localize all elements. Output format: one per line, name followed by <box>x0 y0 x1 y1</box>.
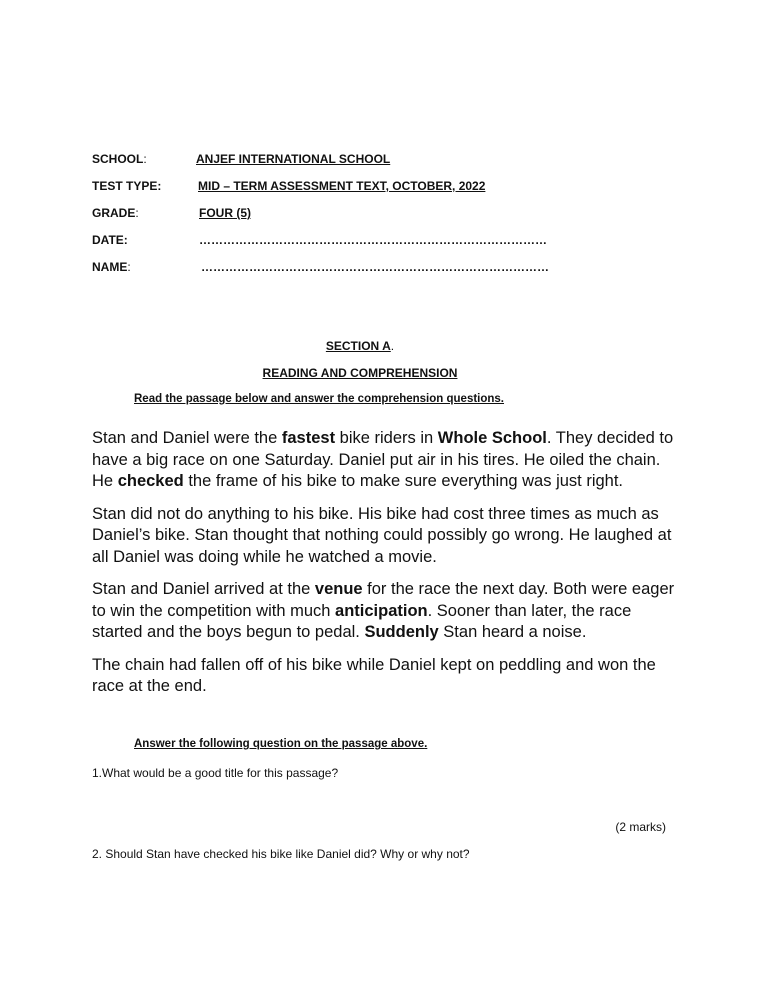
p3-text-a: Stan and Daniel arrived at the <box>92 580 315 598</box>
reading-instruction: Read the passage below and answer the comprehension questions. <box>134 393 505 405</box>
paragraph-1 <box>92 428 682 493</box>
p3-text-e: . Sooner than later, the race started and the boys begun to pedal. <box>92 601 632 641</box>
p1-text-e: . They decided to have a big race on one Saturday. Daniel put air in his tires. He oiled the chain. He <box>92 429 674 490</box>
grade-value: FOUR (5) <box>199 206 251 220</box>
p1-text-g: the frame of his bike to make sure everything was just right. <box>183 472 624 490</box>
p1-bold-fastest: fastest <box>281 429 336 447</box>
date-blank[interactable]: …………………………………………………………………………… <box>199 233 547 247</box>
name-label: NAME <box>92 260 128 274</box>
p1-text-a: Stan and Daniel were the <box>92 429 282 447</box>
date-label: DATE: <box>92 233 128 247</box>
questions-instruction: Answer the following question on the passage above <box>134 738 425 750</box>
passage <box>92 428 682 709</box>
p3-bold-venue: venue <box>314 580 363 598</box>
p3-bold-suddenly: Suddenly <box>364 623 439 641</box>
paragraph-4: The chain had fallen off of his bike while Daniel kept on peddling and won the race at the end. <box>92 655 656 695</box>
question-1: 1.What would be a good title for this passage? <box>92 766 339 780</box>
section-subtitle-row <box>0 366 720 380</box>
date-row <box>92 233 547 247</box>
question-1-marks: (2 marks) <box>615 820 666 834</box>
name-blank[interactable]: …………………………………………………………………………… <box>201 260 549 274</box>
section-subtitle: READING AND COMPREHENSION <box>262 366 458 380</box>
school-value: ANJEF INTERNATIONAL SCHOOL <box>196 152 391 166</box>
paragraph-3 <box>92 579 682 644</box>
section-title-row: SECTION A. <box>325 339 395 353</box>
grade-label: GRADE <box>92 206 136 220</box>
grade-row: GRADE: FOUR (5) <box>92 206 251 220</box>
school-row: SCHOOL: ANJEF INTERNATIONAL SCHOOL <box>92 152 391 166</box>
test-type-row <box>92 179 486 193</box>
p1-bold-checked: checked <box>117 472 184 490</box>
p3-text-c: for the race the next day. Both were eager to win the competition with much <box>92 580 675 620</box>
test-type-label: TEST TYPE: <box>92 179 162 193</box>
p1-text-c: bike riders in <box>335 429 438 447</box>
p3-text-g: Stan heard a noise. <box>438 623 587 641</box>
school-label: SCHOOL <box>92 152 144 166</box>
section-title: SECTION A <box>325 339 391 353</box>
question-2: 2. Should Stan have checked his bike like Daniel did? Why or why not? <box>92 847 470 861</box>
p3-bold-anticipation: anticipation <box>335 601 428 620</box>
p1-bold-whole-school: Whole School <box>437 429 547 447</box>
name-row: NAME: …………………………………………………………………………… <box>92 260 549 274</box>
paragraph-2: Stan did not do anything to his bike. His bike had cost three times as much as Daniel’s bike. Stan thought that nothing could possibly go wrong. He laughed at all Daniel was doing while he watched a movie. <box>92 504 672 566</box>
test-type-value: MID – TERM ASSESSMENT TEXT, OCTOBER, 2022 <box>198 179 486 193</box>
questions-instruction-row: Answer the following question on the passage above. <box>134 738 428 750</box>
